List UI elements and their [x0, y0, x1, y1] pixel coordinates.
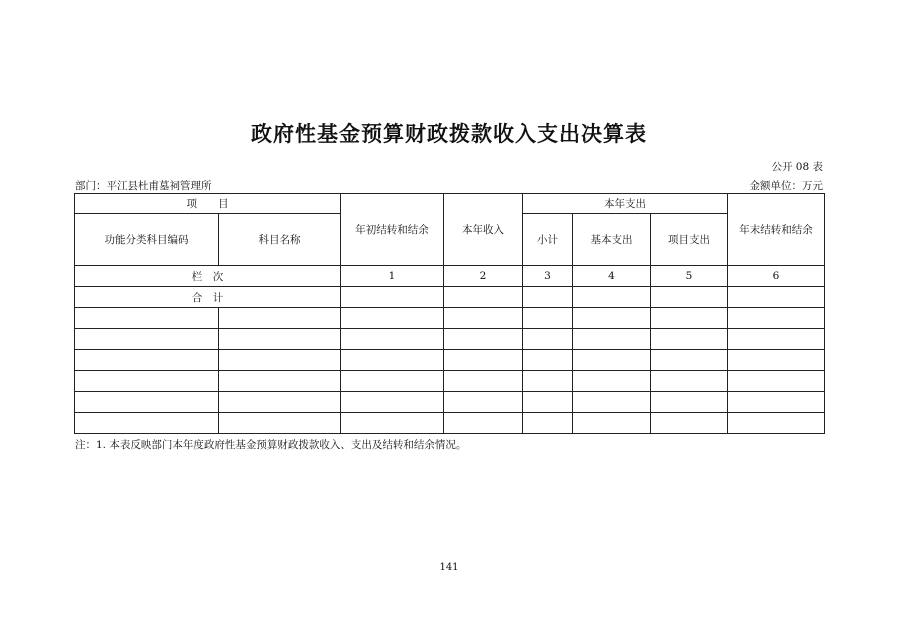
table-cell: [728, 308, 825, 329]
header-subtotal: 小计: [523, 214, 573, 266]
column-number: 2: [444, 266, 523, 287]
column-number-row: [75, 266, 825, 287]
table-cell: [523, 413, 573, 434]
table-cell: [219, 371, 341, 392]
table-cell: [341, 308, 444, 329]
table-cell: [651, 308, 728, 329]
page-title: 政府性基金预算财政拨款收入支出决算表: [251, 122, 647, 146]
table-cell: [444, 392, 523, 413]
table-cell: [219, 392, 341, 413]
table-cell: [75, 413, 219, 434]
budget-table: [74, 193, 825, 434]
table-cell: [728, 392, 825, 413]
table-row: [75, 413, 825, 434]
table-cell: [341, 350, 444, 371]
table-cell: [444, 371, 523, 392]
table-cell: [573, 287, 651, 308]
table-cell: [444, 413, 523, 434]
table-cell: [728, 287, 825, 308]
table-cell: [573, 308, 651, 329]
table-row: [75, 329, 825, 350]
page-number: 141: [439, 562, 459, 573]
table-cell: [573, 350, 651, 371]
header-current-expense: 本年支出: [523, 194, 728, 214]
table-cell: [219, 413, 341, 434]
table-row: [75, 392, 825, 413]
table-cell: [75, 371, 219, 392]
total-row: [75, 287, 825, 308]
table-cell: [573, 413, 651, 434]
table-cell: [444, 350, 523, 371]
table-cell: [341, 392, 444, 413]
header-project: 项 目: [75, 194, 341, 214]
table-cell: [728, 329, 825, 350]
table-row: [75, 350, 825, 371]
table-cell: [573, 329, 651, 350]
table-cell: [444, 308, 523, 329]
header-project-expense: 项目支出: [651, 214, 728, 266]
table-cell: [523, 287, 573, 308]
header-func-code: 功能分类科目编码: [75, 214, 219, 266]
table-cell: [728, 350, 825, 371]
table-cell: [75, 329, 219, 350]
table-cell: [341, 287, 444, 308]
column-number: 5: [651, 266, 728, 287]
amount-unit-label: 金额单位：万元: [749, 180, 823, 192]
table-cell: [75, 392, 219, 413]
form-code: 公开 08 表: [771, 161, 823, 173]
total-label: 合 计: [75, 287, 341, 308]
table-cell: [651, 329, 728, 350]
table-cell: [651, 392, 728, 413]
table-cell: [523, 371, 573, 392]
table-cell: [341, 329, 444, 350]
table-row: [75, 371, 825, 392]
table-cell: [728, 413, 825, 434]
table-cell: [75, 308, 219, 329]
table-cell: [651, 287, 728, 308]
table-cell: [573, 392, 651, 413]
table-cell: [728, 371, 825, 392]
table-cell: [523, 329, 573, 350]
table-cell: [444, 329, 523, 350]
table-cell: [444, 287, 523, 308]
table-cell: [219, 308, 341, 329]
department-label: 部门：平江县杜甫墓祠管理所: [75, 180, 212, 192]
table-cell: [651, 371, 728, 392]
table-cell: [523, 350, 573, 371]
table-cell: [523, 392, 573, 413]
column-number: 3: [523, 266, 573, 287]
header-basic-expense: 基本支出: [573, 214, 651, 266]
table-cell: [341, 413, 444, 434]
column-number-label: 栏 次: [75, 266, 341, 287]
header-row-1: [75, 194, 825, 214]
table-cell: [651, 413, 728, 434]
header-current-income: 本年收入: [444, 194, 523, 266]
table-cell: [219, 329, 341, 350]
table-cell: [573, 371, 651, 392]
table-row: [75, 308, 825, 329]
table-cell: [75, 350, 219, 371]
footnote: 注：1. 本表反映部门本年度政府性基金预算财政拨款收入、支出及结转和结余情况。: [75, 439, 467, 451]
header-ending-balance: 年末结转和结余: [728, 194, 825, 266]
header-beginning-balance: 年初结转和结余: [341, 194, 444, 266]
table-cell: [219, 350, 341, 371]
table-cell: [523, 308, 573, 329]
column-number: 1: [341, 266, 444, 287]
header-subject-name: 科目名称: [219, 214, 341, 266]
column-number: 6: [728, 266, 825, 287]
column-number: 4: [573, 266, 651, 287]
table-cell: [651, 350, 728, 371]
table-cell: [341, 371, 444, 392]
